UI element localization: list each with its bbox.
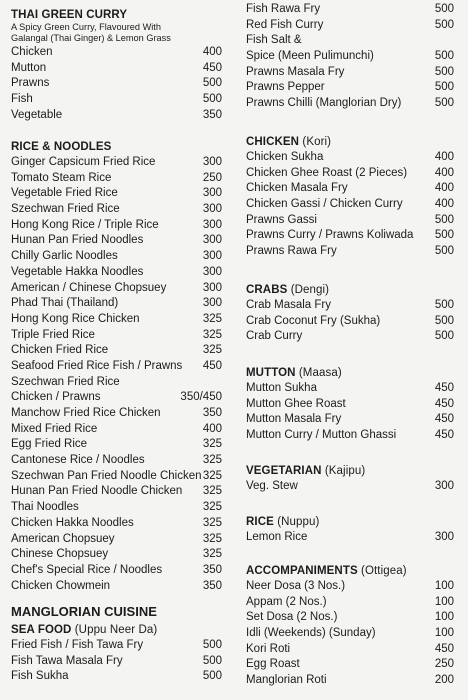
menu-item xyxy=(11,390,222,406)
menu-item xyxy=(11,233,222,249)
menu-item xyxy=(246,33,454,49)
menu-item xyxy=(11,171,222,187)
menu-item xyxy=(246,673,454,689)
menu-item-name: Kori Roti xyxy=(246,642,291,655)
section-description: A Spicy Green Curry, Flavoured With xyxy=(11,22,161,32)
menu-item-name: Triple Fried Rice xyxy=(11,328,95,341)
menu-item xyxy=(246,329,454,345)
menu-item xyxy=(11,218,222,234)
menu-item-name: Hong Kong Rice / Triple Rice xyxy=(11,218,159,231)
menu-item-price: 500 xyxy=(434,65,454,78)
menu-item xyxy=(246,579,454,595)
menu-item xyxy=(11,359,222,375)
menu-item-name: Szechwan Fried Rice xyxy=(11,203,120,216)
menu-item-name: Fish xyxy=(11,93,33,106)
menu-item-price: 450 xyxy=(202,359,222,372)
menu-item-name: Egg Roast xyxy=(246,658,300,671)
menu-item xyxy=(246,412,454,428)
menu-item-name: Fried Fish / Fish Tawa Fry xyxy=(11,639,144,651)
menu-item-name: Neer Dosa (3 Nos.) xyxy=(246,580,346,592)
section-chicken xyxy=(246,135,454,260)
menu-item-price: 350 xyxy=(202,407,222,419)
menu-item-name: Chicken xyxy=(11,46,53,58)
menu-item-name: Veg. Stew xyxy=(246,480,298,492)
menu-item-name: Vegetable xyxy=(11,108,63,121)
menu-item xyxy=(246,181,454,197)
menu-item-name: Manchow Fried Rice Chicken xyxy=(11,407,161,419)
menu-item xyxy=(11,638,222,654)
menu-item-price: 500 xyxy=(434,3,454,15)
menu-item-name: Chef's Special Rice / Noodles xyxy=(11,563,163,576)
menu-item xyxy=(246,49,454,65)
item-list xyxy=(11,638,222,685)
menu-item-name: Chicken Fried Rice xyxy=(11,344,109,357)
sub-section-note: (Uppu Neer Da) xyxy=(74,624,158,636)
menu-item-name: Mutton Sukha xyxy=(246,382,317,394)
menu-item-name: Vegetable Fried Rice xyxy=(11,187,118,200)
menu-item xyxy=(11,437,222,453)
menu-item-name: Tomato Steam Rice xyxy=(11,171,112,184)
menu-item-name: Hunan Pan Fried Noodle Chicken xyxy=(11,485,183,498)
menu-item xyxy=(11,312,222,328)
menu-item-price: 450 xyxy=(434,429,454,442)
menu-item-name: Cantonese Rice / Noodles xyxy=(11,454,145,467)
menu-item xyxy=(246,96,454,112)
item-list xyxy=(246,530,454,546)
menu-item-price: 350 xyxy=(202,108,222,121)
menu-item xyxy=(246,314,454,330)
item-list xyxy=(246,381,454,444)
menu-item xyxy=(11,296,222,312)
section-title xyxy=(246,283,454,297)
section-note: (Kori) xyxy=(302,136,332,148)
menu-item-price: 500 xyxy=(434,314,454,327)
menu-item xyxy=(11,406,222,422)
section-note: (Maasa) xyxy=(298,367,342,379)
menu-item xyxy=(246,626,454,642)
menu-item-price: 300 xyxy=(202,218,222,231)
section-name: CHICKEN xyxy=(246,136,300,148)
menu-item xyxy=(246,80,454,96)
menu-item-price: 100 xyxy=(434,580,454,592)
menu-item xyxy=(11,281,222,297)
menu-item-name: Fish Salt & xyxy=(246,34,302,47)
menu-item-price: 300 xyxy=(202,156,222,168)
menu-item-name: Phad Thai (Thailand) xyxy=(11,297,119,310)
menu-item-name: Chicken Chowmein xyxy=(11,579,111,592)
item-list xyxy=(246,579,454,689)
menu-item-name: Chicken Hakka Noodles xyxy=(11,516,134,529)
menu-item-price: 325 xyxy=(202,516,222,529)
menu-item-name: Lemon Rice xyxy=(246,531,308,543)
menu-item-price: 400 xyxy=(434,166,454,179)
menu-item-name: Chicken Masala Fry xyxy=(246,182,348,195)
section-title: RICE & NOODLES xyxy=(11,141,112,153)
menu-item-name: Fish Sukha xyxy=(11,670,69,683)
menu-item-price: 100 xyxy=(434,611,454,624)
menu-item xyxy=(246,642,454,658)
menu-item-price: 325 xyxy=(202,438,222,451)
item-list xyxy=(246,298,454,345)
menu-item xyxy=(246,610,454,626)
menu-item xyxy=(11,516,222,532)
menu-item-name: Mutton Masala Fry xyxy=(246,413,342,426)
menu-item-price: 450 xyxy=(434,382,454,394)
menu-item-price: 300 xyxy=(434,531,454,543)
menu-item-price: 500 xyxy=(434,330,454,343)
menu-item-price: 500 xyxy=(202,639,222,651)
menu-item-name: Mutton Ghee Roast xyxy=(246,397,346,410)
section-note: (Nuppu) xyxy=(277,516,320,528)
menu-item-price: 300 xyxy=(202,234,222,247)
menu-item xyxy=(11,579,222,595)
menu-item-price: 100 xyxy=(434,595,454,608)
menu-item xyxy=(246,166,454,182)
section-mutton xyxy=(246,366,454,444)
section-title xyxy=(246,515,454,529)
sub-section-title xyxy=(11,623,222,637)
menu-item-name: Manglorian Roti xyxy=(246,674,327,687)
menu-item xyxy=(11,92,222,108)
sub-section-name: SEA FOOD xyxy=(11,624,72,636)
menu-item xyxy=(246,65,454,81)
menu-item xyxy=(11,375,222,391)
menu-item xyxy=(246,479,454,495)
menu-item-price: 500 xyxy=(202,670,222,683)
menu-item-price: 500 xyxy=(434,229,454,242)
menu-item-price: 350/450 xyxy=(180,391,222,404)
menu-item xyxy=(11,108,222,124)
menu-item xyxy=(11,76,222,92)
menu-item-price: 500 xyxy=(202,93,222,106)
menu-item xyxy=(11,547,222,563)
menu-item-name: Red Fish Curry xyxy=(246,18,324,31)
menu-item-name: Chicken Sukha xyxy=(246,151,324,163)
menu-item-price: 200 xyxy=(434,674,454,687)
menu-item-price: 325 xyxy=(202,532,222,545)
section-title xyxy=(246,464,454,478)
menu-item xyxy=(11,500,222,516)
menu-item-price: 300 xyxy=(202,203,222,216)
menu-item-name: Szechwan Fried Rice xyxy=(11,375,120,388)
menu-item-price: 350 xyxy=(202,579,222,592)
menu-item-name: Ginger Capsicum Fried Rice xyxy=(11,156,156,168)
menu-item-name: Prawns Chilli (Manglorian Dry) xyxy=(246,97,402,110)
menu-item-name: Fish Tawa Masala Fry xyxy=(11,654,123,667)
section-name: RICE xyxy=(246,516,274,528)
menu-item xyxy=(246,2,454,18)
menu-item-name: Hong Kong Rice Chicken xyxy=(11,312,140,325)
menu-item-price: 400 xyxy=(434,198,454,211)
menu-item-price: 250 xyxy=(434,658,454,671)
section-name: CRABS xyxy=(246,284,288,296)
menu-item xyxy=(11,155,222,171)
menu-item-name: Mutton Curry / Mutton Ghassi xyxy=(246,429,397,442)
menu-item-price: 325 xyxy=(202,501,222,514)
menu-item xyxy=(11,654,222,670)
menu-item xyxy=(11,422,222,438)
menu-item-price: 500 xyxy=(434,245,454,258)
section-name: VEGETARIAN xyxy=(246,465,322,477)
menu-item-price: 300 xyxy=(202,281,222,294)
menu-item-name: Appam (2 Nos.) xyxy=(246,595,327,608)
menu-item-price: 300 xyxy=(434,480,454,492)
menu-item-price: 325 xyxy=(202,328,222,341)
menu-item xyxy=(11,61,222,77)
menu-item-price: 500 xyxy=(434,97,454,110)
menu-item xyxy=(246,530,454,546)
menu-item-price: 500 xyxy=(434,18,454,31)
section-rice-noodles xyxy=(11,140,222,594)
menu-item-name: Chicken / Prawns xyxy=(11,391,101,404)
section-description: Galangal (Thai Ginger) & Lemon Grass xyxy=(11,33,171,43)
menu-item-name: Mutton xyxy=(11,61,47,74)
menu-item xyxy=(11,202,222,218)
menu-item-name: Spice (Meen Pulimunchi) xyxy=(246,50,374,63)
section-name: MUTTON xyxy=(246,367,296,379)
menu-item xyxy=(246,595,454,611)
menu-item xyxy=(246,428,454,444)
menu-item-name: Fish Rawa Fry xyxy=(246,3,321,15)
menu-item-name: Chinese Chopsuey xyxy=(11,548,109,561)
menu-item-name: Mixed Fried Rice xyxy=(11,422,98,435)
menu-item xyxy=(11,328,222,344)
menu-item-price: 500 xyxy=(434,299,454,311)
menu-item-price: 325 xyxy=(202,485,222,498)
section-manglorian-cuisine xyxy=(11,604,222,685)
menu-item-price: 300 xyxy=(202,250,222,263)
menu-item xyxy=(246,657,454,673)
menu-item-price: 325 xyxy=(202,548,222,561)
menu-item-price: 350 xyxy=(202,563,222,576)
menu-item xyxy=(11,669,222,685)
menu-item-name: Egg Fried Rice xyxy=(11,438,88,451)
menu-item xyxy=(246,213,454,229)
section-crabs xyxy=(246,283,454,345)
menu-item-price: 325 xyxy=(202,469,222,482)
section-title xyxy=(246,366,454,380)
menu-item-price: 325 xyxy=(202,312,222,325)
menu-item-price: 450 xyxy=(434,413,454,426)
menu-item-price: 300 xyxy=(202,265,222,278)
menu-item-name: Thai Noodles xyxy=(11,501,79,514)
menu-item-price: 500 xyxy=(202,654,222,667)
section-vegetarian xyxy=(246,464,454,495)
menu-item xyxy=(11,45,222,61)
menu-item-name: Set Dosa (2 Nos.) xyxy=(246,611,338,624)
menu-item-name: Prawns Pepper xyxy=(246,81,325,94)
item-list xyxy=(246,150,454,260)
section-title xyxy=(246,564,454,578)
menu-item xyxy=(11,343,222,359)
menu-item xyxy=(11,186,222,202)
menu-item xyxy=(246,381,454,397)
section-seafood-continued xyxy=(246,2,454,112)
item-list xyxy=(246,2,454,112)
menu-item xyxy=(246,197,454,213)
menu-item-name: Crab Masala Fry xyxy=(246,299,331,311)
menu-item-price: 400 xyxy=(202,422,222,435)
menu-item-name: Vegetable Hakka Noodles xyxy=(11,265,144,278)
menu-item xyxy=(11,453,222,469)
menu-item-name: Idli (Weekends) (Sunday) xyxy=(246,627,376,640)
menu-item xyxy=(246,150,454,166)
menu-item-price: 300 xyxy=(202,187,222,200)
section-name: ACCOMPANIMENTS xyxy=(246,565,358,577)
menu-item-price: 400 xyxy=(202,46,222,58)
menu-item-name: Chicken Ghee Roast (2 Pieces) xyxy=(246,166,408,179)
menu-item-name: Crab Coconut Fry (Sukha) xyxy=(246,314,381,327)
menu-item-price: 400 xyxy=(434,182,454,195)
menu-item-price: 300 xyxy=(202,297,222,310)
menu-item xyxy=(11,249,222,265)
menu-item xyxy=(11,532,222,548)
menu-item-name: American / Chinese Chopsuey xyxy=(11,281,167,294)
menu-item-price: 450 xyxy=(202,61,222,74)
menu-item-price: 500 xyxy=(434,81,454,94)
item-list xyxy=(11,155,222,594)
menu-item-price: 400 xyxy=(434,151,454,163)
menu-item-price: 250 xyxy=(202,171,222,184)
menu-item-price: 325 xyxy=(202,454,222,467)
menu-item xyxy=(11,563,222,579)
menu-item-name: Prawns Gassi xyxy=(246,213,317,226)
menu-item-name: Chicken Gassi / Chicken Curry xyxy=(246,198,403,211)
menu-item-name: Prawns Masala Fry xyxy=(246,65,345,78)
menu-item-name: Crab Curry xyxy=(246,330,303,343)
section-note: (Ottigea) xyxy=(361,565,407,577)
menu-item xyxy=(246,298,454,314)
section-accompaniments xyxy=(246,564,454,689)
item-list xyxy=(246,479,454,495)
menu-item-price: 500 xyxy=(202,77,222,90)
menu-item-price: 500 xyxy=(434,213,454,226)
menu-item-name: Prawns Rawa Fry xyxy=(246,245,337,258)
menu-item-name: Prawns xyxy=(11,77,50,90)
item-list xyxy=(11,45,222,123)
menu-item xyxy=(246,244,454,260)
menu-item xyxy=(11,265,222,281)
section-note: (Kajipu) xyxy=(324,465,366,477)
section-title: MANGLORIAN CUISINE xyxy=(11,604,157,619)
menu-item-name: American Chopsuey xyxy=(11,532,115,545)
menu-item xyxy=(246,18,454,34)
menu-item xyxy=(11,484,222,500)
section-title: THAI GREEN CURRY xyxy=(11,9,128,21)
menu-item xyxy=(11,469,222,485)
section-thai-green-curry xyxy=(11,8,222,123)
section-rice xyxy=(246,515,454,546)
menu-item-name: Szechwan Pan Fried Noodle Chicken xyxy=(11,469,202,482)
menu-item-price: 450 xyxy=(434,642,454,655)
menu-item-name: Chilly Garlic Noodles xyxy=(11,250,118,263)
menu-item xyxy=(246,397,454,413)
menu-item-name: Seafood Fried Rice Fish / Prawns xyxy=(11,359,183,372)
menu-item-price: 450 xyxy=(434,397,454,410)
menu-item-price: 100 xyxy=(434,627,454,640)
menu-item-price: 500 xyxy=(434,50,454,63)
menu-item-name: Prawns Curry / Prawns Koliwada xyxy=(246,229,414,242)
section-title xyxy=(246,135,454,149)
menu-item-price: 325 xyxy=(202,344,222,357)
section-note: (Dengi) xyxy=(290,284,330,296)
menu-item-name: Hunan Pan Fried Noodles xyxy=(11,234,144,247)
menu-item xyxy=(246,228,454,244)
